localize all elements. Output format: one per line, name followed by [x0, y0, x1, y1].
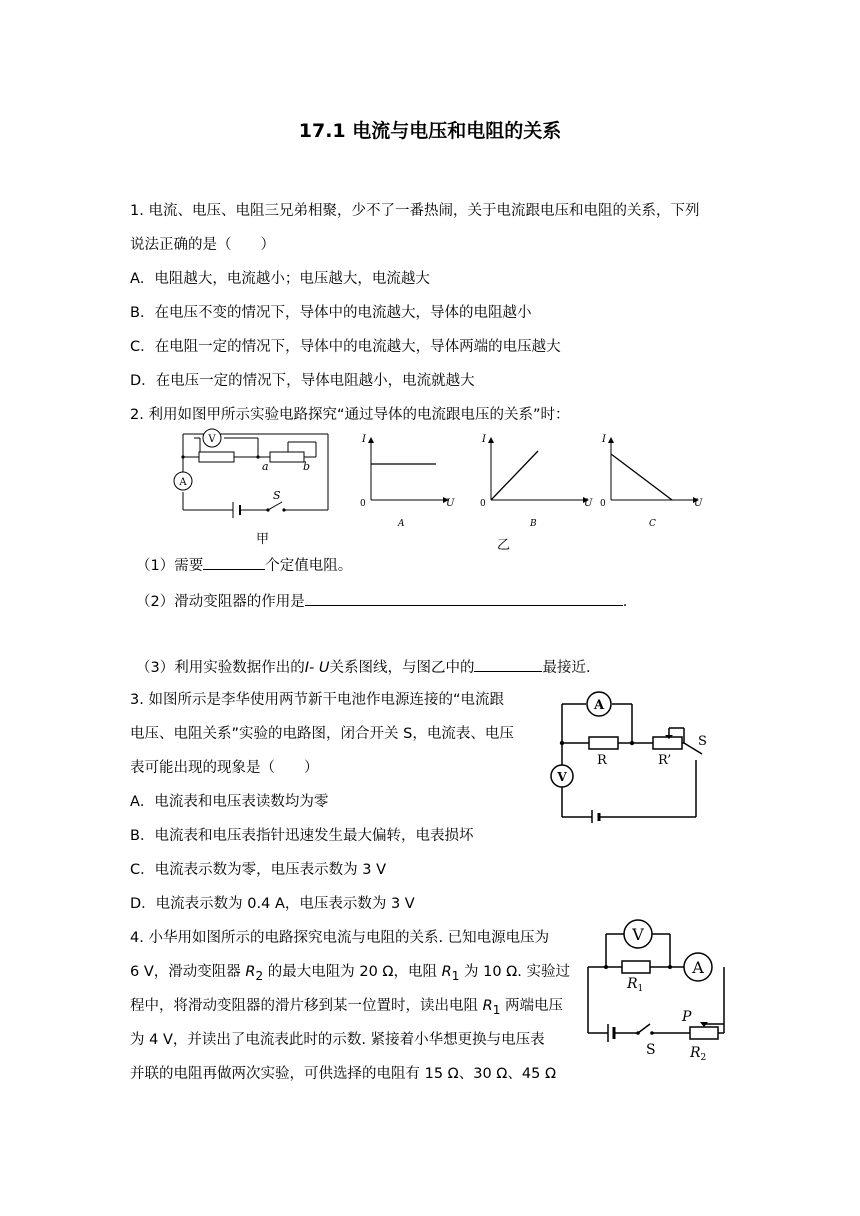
q1-option-c: C．在电阻一定的情况下，导体中的电流越大，导体两端的电压越大 — [130, 339, 561, 355]
q2-stem: 2. 利用如图甲所示实验电路探究“通过导体的电流跟电压的关系”时： — [130, 407, 570, 423]
q3-stem-line3: 表可能出现的现象是（ ） — [130, 760, 319, 776]
q2-sub3-blank[interactable] — [474, 656, 542, 672]
q2-figure-yi-graphs — [350, 430, 720, 530]
voltmeter-icon — [203, 429, 221, 447]
q3-circuit-figure — [550, 688, 720, 823]
svg-text:A: A — [398, 519, 405, 529]
battery-icon — [592, 810, 599, 823]
q3-option-b: B．电流表和电压表指针迅速发生最大偏转，电表损坏 — [130, 828, 474, 844]
q4-l2-r1: R — [441, 964, 452, 980]
q2-sub3-post: 最接近. — [542, 660, 591, 676]
q2-sub3-iu: I- U — [304, 660, 330, 676]
q4-line3 — [130, 996, 563, 1020]
q2-sub1 — [136, 554, 352, 576]
svg-text:C: C — [649, 519, 656, 529]
q4-line5: 并联的电阻再做两次实验，可供选择的电阻有 15 Ω、30 Ω、45 Ω — [130, 1066, 557, 1082]
q4-l2-sub: 2 — [255, 968, 264, 983]
q1-option-d: D．在电压一定的情况下，导体电阻越小，电流就越大 — [130, 373, 475, 389]
q4-line2 — [130, 962, 570, 986]
graph-c — [600, 434, 703, 529]
fig-jia-caption: 甲 — [256, 532, 270, 547]
q4-l2-sub1: 1 — [451, 968, 460, 983]
svg-text:B: B — [530, 519, 537, 529]
label-r2: $R_2$ — [690, 1045, 707, 1063]
q2-figure-jia-circuit — [168, 428, 338, 546]
q4-l3-r: R — [482, 998, 493, 1014]
graph-b — [480, 434, 593, 529]
q4-l2-c: 为 10 Ω. 实验过 — [459, 964, 570, 980]
q4-line1: 4. 小华用如图所示的电路探究电流与电阻的关系. 已知电源电压为 — [130, 930, 550, 946]
q2-sub2-pre: （2）滑动变阻器的作用是 — [136, 594, 305, 610]
q4-l2-a: 6 V，滑动变阻器 — [130, 964, 246, 980]
page-title: 17.1 电流与电压和电阻的关系 — [298, 120, 562, 142]
q2-sub1-post: 个定值电阻。 — [265, 558, 353, 574]
svg-text:I: I — [482, 434, 486, 445]
svg-text:A: A — [179, 477, 187, 488]
svg-text:V: V — [557, 770, 567, 784]
ammeter-icon — [587, 692, 611, 716]
q4-l2-r: R — [245, 964, 256, 980]
svg-text:I: I — [362, 434, 366, 445]
svg-text:A: A — [692, 958, 704, 977]
svg-text:V: V — [632, 925, 644, 944]
q2-sub3 — [136, 656, 591, 678]
voltmeter-icon — [624, 920, 652, 948]
q3-stem-line2: 电压、电阻关系”实验的电路图，闭合开关 S，电流表、电压 — [130, 726, 514, 742]
graph-a — [360, 434, 455, 529]
svg-text:U: U — [694, 498, 703, 509]
label-r1: $R_1$ — [627, 976, 644, 994]
svg-text:U: U — [446, 498, 455, 509]
label-s: S — [273, 489, 281, 502]
svg-text:I: I — [602, 434, 606, 445]
q1-option-a: A．电阻越大，电流越小；电压越大，电流越大 — [130, 271, 430, 287]
label-p: P — [682, 1009, 692, 1025]
ammeter-icon — [684, 953, 712, 981]
voltmeter-icon — [551, 765, 573, 787]
q4-l3-a: 程中，将滑动变阻器的滑片移到某一位置时，读出电阻 — [130, 998, 483, 1014]
q4-line4: 为 4 V，并读出了电流表此时的示数. 紧接着小华想更换与电压表 — [130, 1032, 545, 1048]
q1-option-b: B．在电压不变的情况下，导体中的电流越大，导体的电阻越小 — [130, 305, 532, 321]
label-b: b — [303, 460, 311, 473]
ammeter-icon — [174, 472, 192, 490]
label-s: S — [646, 1042, 656, 1058]
svg-text:0: 0 — [480, 499, 486, 509]
svg-text:0: 0 — [600, 499, 606, 509]
svg-text:A: A — [593, 698, 605, 713]
label-s: S — [698, 734, 707, 749]
q2-sub2 — [136, 590, 627, 612]
svg-text:U: U — [584, 498, 593, 509]
q2-sub3-pre: （3）利用实验数据作出的 — [136, 660, 305, 676]
q4-l2-b: 的最大电阻为 20 Ω，电阻 — [263, 964, 442, 980]
q2-sub1-pre: （1）需要 — [136, 558, 204, 574]
q2-sub2-post: . — [622, 594, 628, 610]
q2-sub1-blank[interactable] — [203, 554, 265, 570]
battery-icon — [233, 502, 240, 518]
q3-option-a: A．电流表和电压表读数均为零 — [130, 794, 329, 810]
q4-l3-sub: 1 — [492, 1002, 501, 1017]
battery-icon — [608, 1024, 614, 1042]
q4-circuit-figure — [580, 914, 740, 1064]
q2-sub3-mid: 关系图线，与图乙中的 — [329, 660, 475, 676]
label-r: R — [597, 753, 607, 768]
q3-option-d: D．电流表示数为 0.4 A，电压表示数为 3 V — [130, 896, 415, 912]
label-r-prime: R’ — [658, 753, 672, 768]
fig-yi-caption: 乙 — [497, 538, 511, 553]
label-a: a — [262, 460, 269, 473]
q3-stem-line1: 3. 如图所示是李华使用两节新干电池作电源连接的“电流跟 — [130, 692, 504, 708]
svg-text:V: V — [208, 434, 216, 445]
q3-option-c: C．电流表示数为零，电压表示数为 3 V — [130, 862, 386, 878]
svg-text:0: 0 — [360, 499, 366, 509]
q1-stem-line1: 1. 电流、电压、电阻三兄弟相聚，少不了一番热闹，关于电流跟电压和电阻的关系，下列 — [130, 203, 700, 219]
q4-l3-b: 两端电压 — [500, 998, 563, 1014]
q1-stem-line2: 说法正确的是（ ） — [130, 237, 275, 253]
q2-sub2-blank[interactable] — [305, 590, 623, 606]
